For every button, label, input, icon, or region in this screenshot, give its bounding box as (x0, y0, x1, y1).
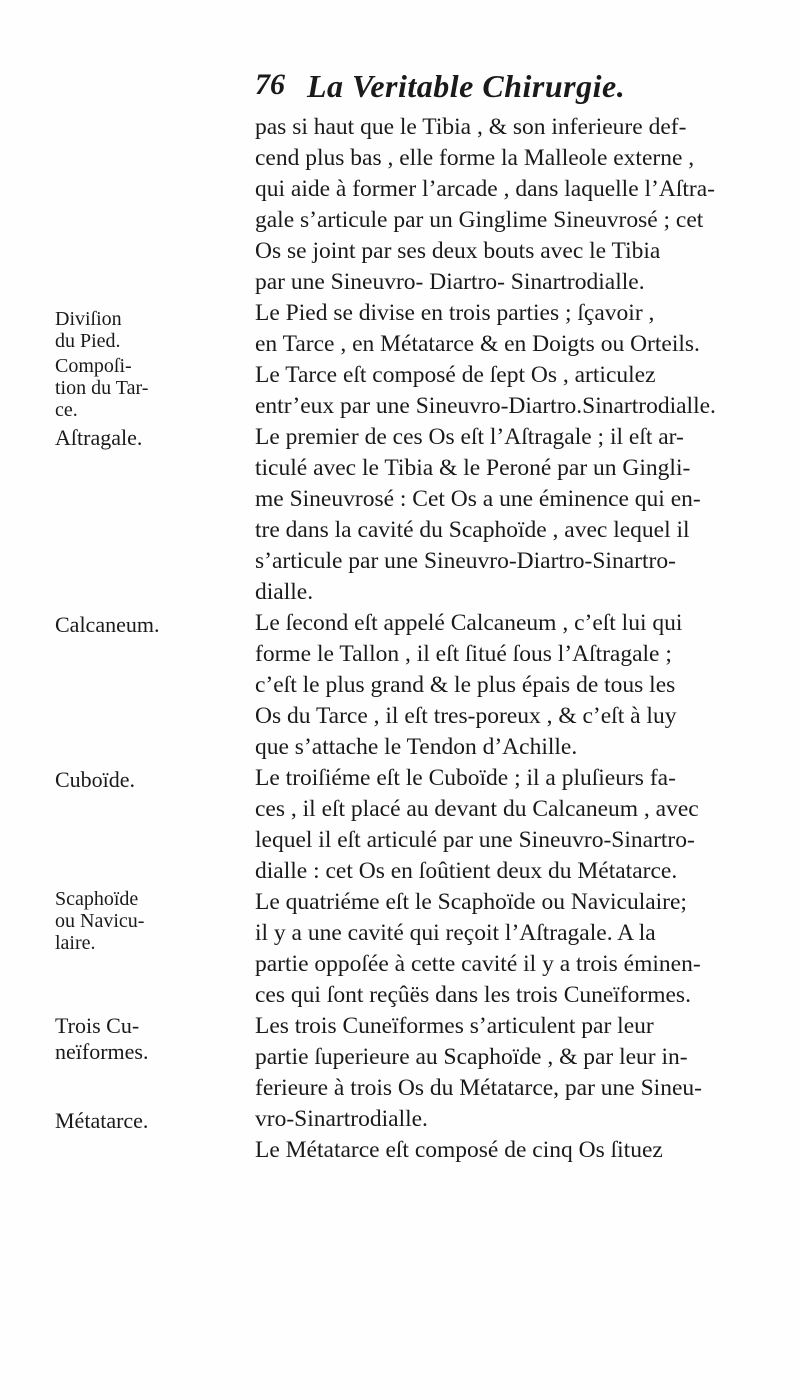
margin-note-cuboide (55, 767, 255, 793)
margin-note-line: Calcaneum. (55, 612, 160, 637)
text-line: lequel il eſt articulé par une Sineuvro-Sinartro- (255, 827, 695, 853)
margin-note-line: Diviſion (55, 308, 122, 330)
text-line: Le Pied se divise en trois parties ; ſçavoir , (255, 300, 655, 326)
text-line: Le quatriéme eſt le Scaphoïde ou Naviculaire; (255, 889, 687, 915)
text-line: Le troiſiéme eſt le Cuboïde ; il a pluſieurs fa- (255, 765, 676, 791)
margin-note-calcaneum (55, 612, 255, 638)
text-line: en Tarce , en Métatarce & en Doigts ou Orteils. (255, 331, 700, 357)
margin-note-line: Aſtragale. (55, 425, 143, 450)
text-line: qui aide à former l’arcade , dans laquelle l’Aſtra- (255, 176, 715, 202)
text-line: vro-Sinartrodialle. (255, 1106, 428, 1132)
margin-note-line: ou Navicu- (55, 910, 145, 932)
margin-note-line: Cuboïde. (55, 767, 136, 792)
text-line: Os se joint par ses deux bouts avec le Tibia (255, 238, 661, 264)
margin-note-line: du Pied. (55, 330, 121, 352)
text-line: forme le Tallon , il eſt ſitué ſous l’Aſtragale ; (255, 641, 672, 667)
margin-note-division-du-pied (55, 308, 255, 352)
text-line: Le Tarce eſt composé de ſept Os , articulez (255, 362, 656, 388)
margin-note-line: laire. (55, 932, 96, 954)
text-line: s’articule par une Sineuvro-Diartro-Sinartro- (255, 548, 676, 574)
text-line: gale s’articule par un Ginglime Sineuvrosé ; cet (255, 207, 704, 233)
text-line: c’eſt le plus grand & le plus épais de tous les (255, 672, 676, 698)
text-line: par une Sineuvro- Diartro- Sinartrodialle. (255, 269, 645, 295)
text-line: entr’eux par une Sineuvro-Diartro.Sinartrodialle. (255, 393, 716, 419)
page-header (255, 68, 755, 112)
text-line: ferieure à trois Os du Métatarce, par une Sineu- (255, 1075, 702, 1101)
text-line: dialle : cet Os en ſoûtient deux du Métatarce. (255, 858, 678, 884)
margin-note-astragale (55, 425, 255, 451)
margin-notes (0, 0, 250, 1400)
margin-note-composition-du-tarce (55, 355, 255, 421)
margin-note-line: Trois Cu- (55, 1013, 140, 1038)
text-line: que s’attache le Tendon d’Achille. (255, 734, 578, 760)
page-number: 76 (255, 68, 285, 101)
margin-note-line: Scaphoïde (55, 888, 139, 910)
margin-note-line: Métatarce. (55, 1108, 149, 1133)
text-line: Os du Tarce , il eſt tres-poreux , & c’eſt à luy (255, 703, 677, 729)
text-line: partie ſuperieure au Scaphoïde , & par leur in- (255, 1044, 688, 1070)
margin-note-line: ce. (55, 399, 78, 421)
text-line: Le Métatarce eſt composé de cinq Os ſituez (255, 1137, 663, 1163)
text-line: dialle. (255, 579, 314, 605)
text-line: me Sineuvrosé : Cet Os a une éminence qui en- (255, 486, 701, 512)
running-title: La Veritable Chirurgie. (307, 68, 626, 104)
text-line: partie oppoſée à cette cavité il y a trois éminen- (255, 951, 701, 977)
text-line: il y a une cavité qui reçoit l’Aſtragale. A la (255, 920, 656, 946)
text-line: cend plus bas , elle forme la Malleole externe , (255, 145, 695, 171)
text-line: Le ſecond eſt appelé Calcaneum , c’eſt lui qui (255, 610, 683, 636)
margin-note-line: neïformes. (55, 1039, 149, 1064)
margin-note-trois-cuneiformes (55, 1013, 255, 1065)
margin-note-scaphoide (55, 888, 255, 954)
text-line: tre dans la cavité du Scaphoïde , avec lequel il (255, 517, 690, 543)
text-line: Les trois Cuneïformes s’articulent par leur (255, 1013, 654, 1039)
margin-note-line: tion du Tar- (55, 377, 149, 399)
text-line: ces , il eſt placé au devant du Calcaneum , avec (255, 796, 699, 822)
text-line: ticulé avec le Tibia & le Peroné par un Gingli- (255, 455, 691, 481)
text-line: pas si haut que le Tibia , & son inferieure def- (255, 114, 687, 140)
body-text (255, 112, 755, 1166)
text-line: Le premier de ces Os eſt l’Aſtragale ; il eſt ar- (255, 424, 684, 450)
margin-note-line: Compoſi- (55, 355, 132, 377)
text-line: ces qui ſont reçûës dans les trois Cuneïformes. (255, 982, 691, 1008)
margin-note-metatarce (55, 1108, 255, 1134)
